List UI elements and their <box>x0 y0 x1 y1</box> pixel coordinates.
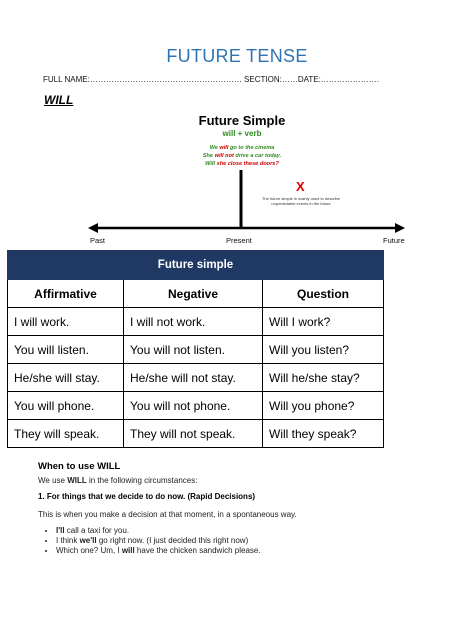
table-cell-question: Will you listen? <box>263 336 384 364</box>
table-cell-question: Will he/she stay? <box>263 364 384 392</box>
arrow-left-icon <box>88 223 98 233</box>
table-cell-negative: They will not speak. <box>124 420 263 448</box>
timeline-diagram <box>0 0 474 250</box>
arrow-right-icon <box>395 223 405 233</box>
table-cell-negative: He/she will not stay. <box>124 364 263 392</box>
table-row <box>8 392 384 420</box>
document-title: FUTURE TENSE <box>166 46 308 66</box>
timeline-label-past: Past <box>90 236 106 245</box>
diagram-title: Future Simple <box>198 113 286 128</box>
table-header-negative: Negative <box>124 280 263 308</box>
table-cell-negative: I will not work. <box>124 308 263 336</box>
table-banner: Future simple <box>8 251 384 280</box>
table-header-question: Question <box>263 280 384 308</box>
table-cell-affirmative: He/she will stay. <box>8 364 124 392</box>
diagram-example-negative: She will not drive a car today. <box>202 153 282 159</box>
usage-heading: When to use WILL <box>38 461 121 472</box>
cross-mark-icon: X <box>296 179 305 194</box>
table-cell-negative: You will not listen. <box>124 336 263 364</box>
list-item: • Which one? Um, I will have the chicken sandwich please. <box>56 546 261 556</box>
table-cell-affirmative: You will listen. <box>8 336 124 364</box>
table-cell-negative: You will not phone. <box>124 392 263 420</box>
table-cell-question: Will I work? <box>263 308 384 336</box>
list-item: • I think we'll go right now. (I just decided this right now) <box>56 536 261 546</box>
table-row <box>8 364 384 392</box>
diagram-example-question: Will she close these doors? <box>205 161 279 167</box>
timeline-label-future: Future <box>383 236 405 245</box>
usage-example-list <box>44 526 261 556</box>
future-simple-table <box>7 250 384 448</box>
diagram-note: The future simple is mainly used to describe unpredictable events in the future <box>261 196 341 206</box>
table-cell-affirmative: You will phone. <box>8 392 124 420</box>
diagram-formula: will + verb <box>222 129 262 138</box>
student-info-line: FULL NAME:………………………………………………… SECTION:……DATE:…………………. <box>43 75 380 84</box>
table-header-affirmative: Affirmative <box>8 280 124 308</box>
table-row <box>8 420 384 448</box>
table-row <box>8 336 384 364</box>
usage-intro: We use WILL in the following circumstances: <box>38 476 198 485</box>
table-cell-question: Will you phone? <box>263 392 384 420</box>
table-row <box>8 308 384 336</box>
timeline-label-present: Present <box>226 236 252 245</box>
table-cell-affirmative: I will work. <box>8 308 124 336</box>
diagram-example-positive: We will go to the cinema <box>209 145 275 151</box>
usage-description: This is when you make a decision at that moment, in a spontaneous way. <box>38 510 297 519</box>
table-cell-affirmative: They will speak. <box>8 420 124 448</box>
list-item: • I'll call a taxi for you. <box>56 526 261 536</box>
usage-rule: 1. For things that we decide to do now. (Rapid Decisions) <box>38 492 256 501</box>
section-heading: WILL <box>44 93 74 107</box>
table-cell-question: Will they speak? <box>263 420 384 448</box>
